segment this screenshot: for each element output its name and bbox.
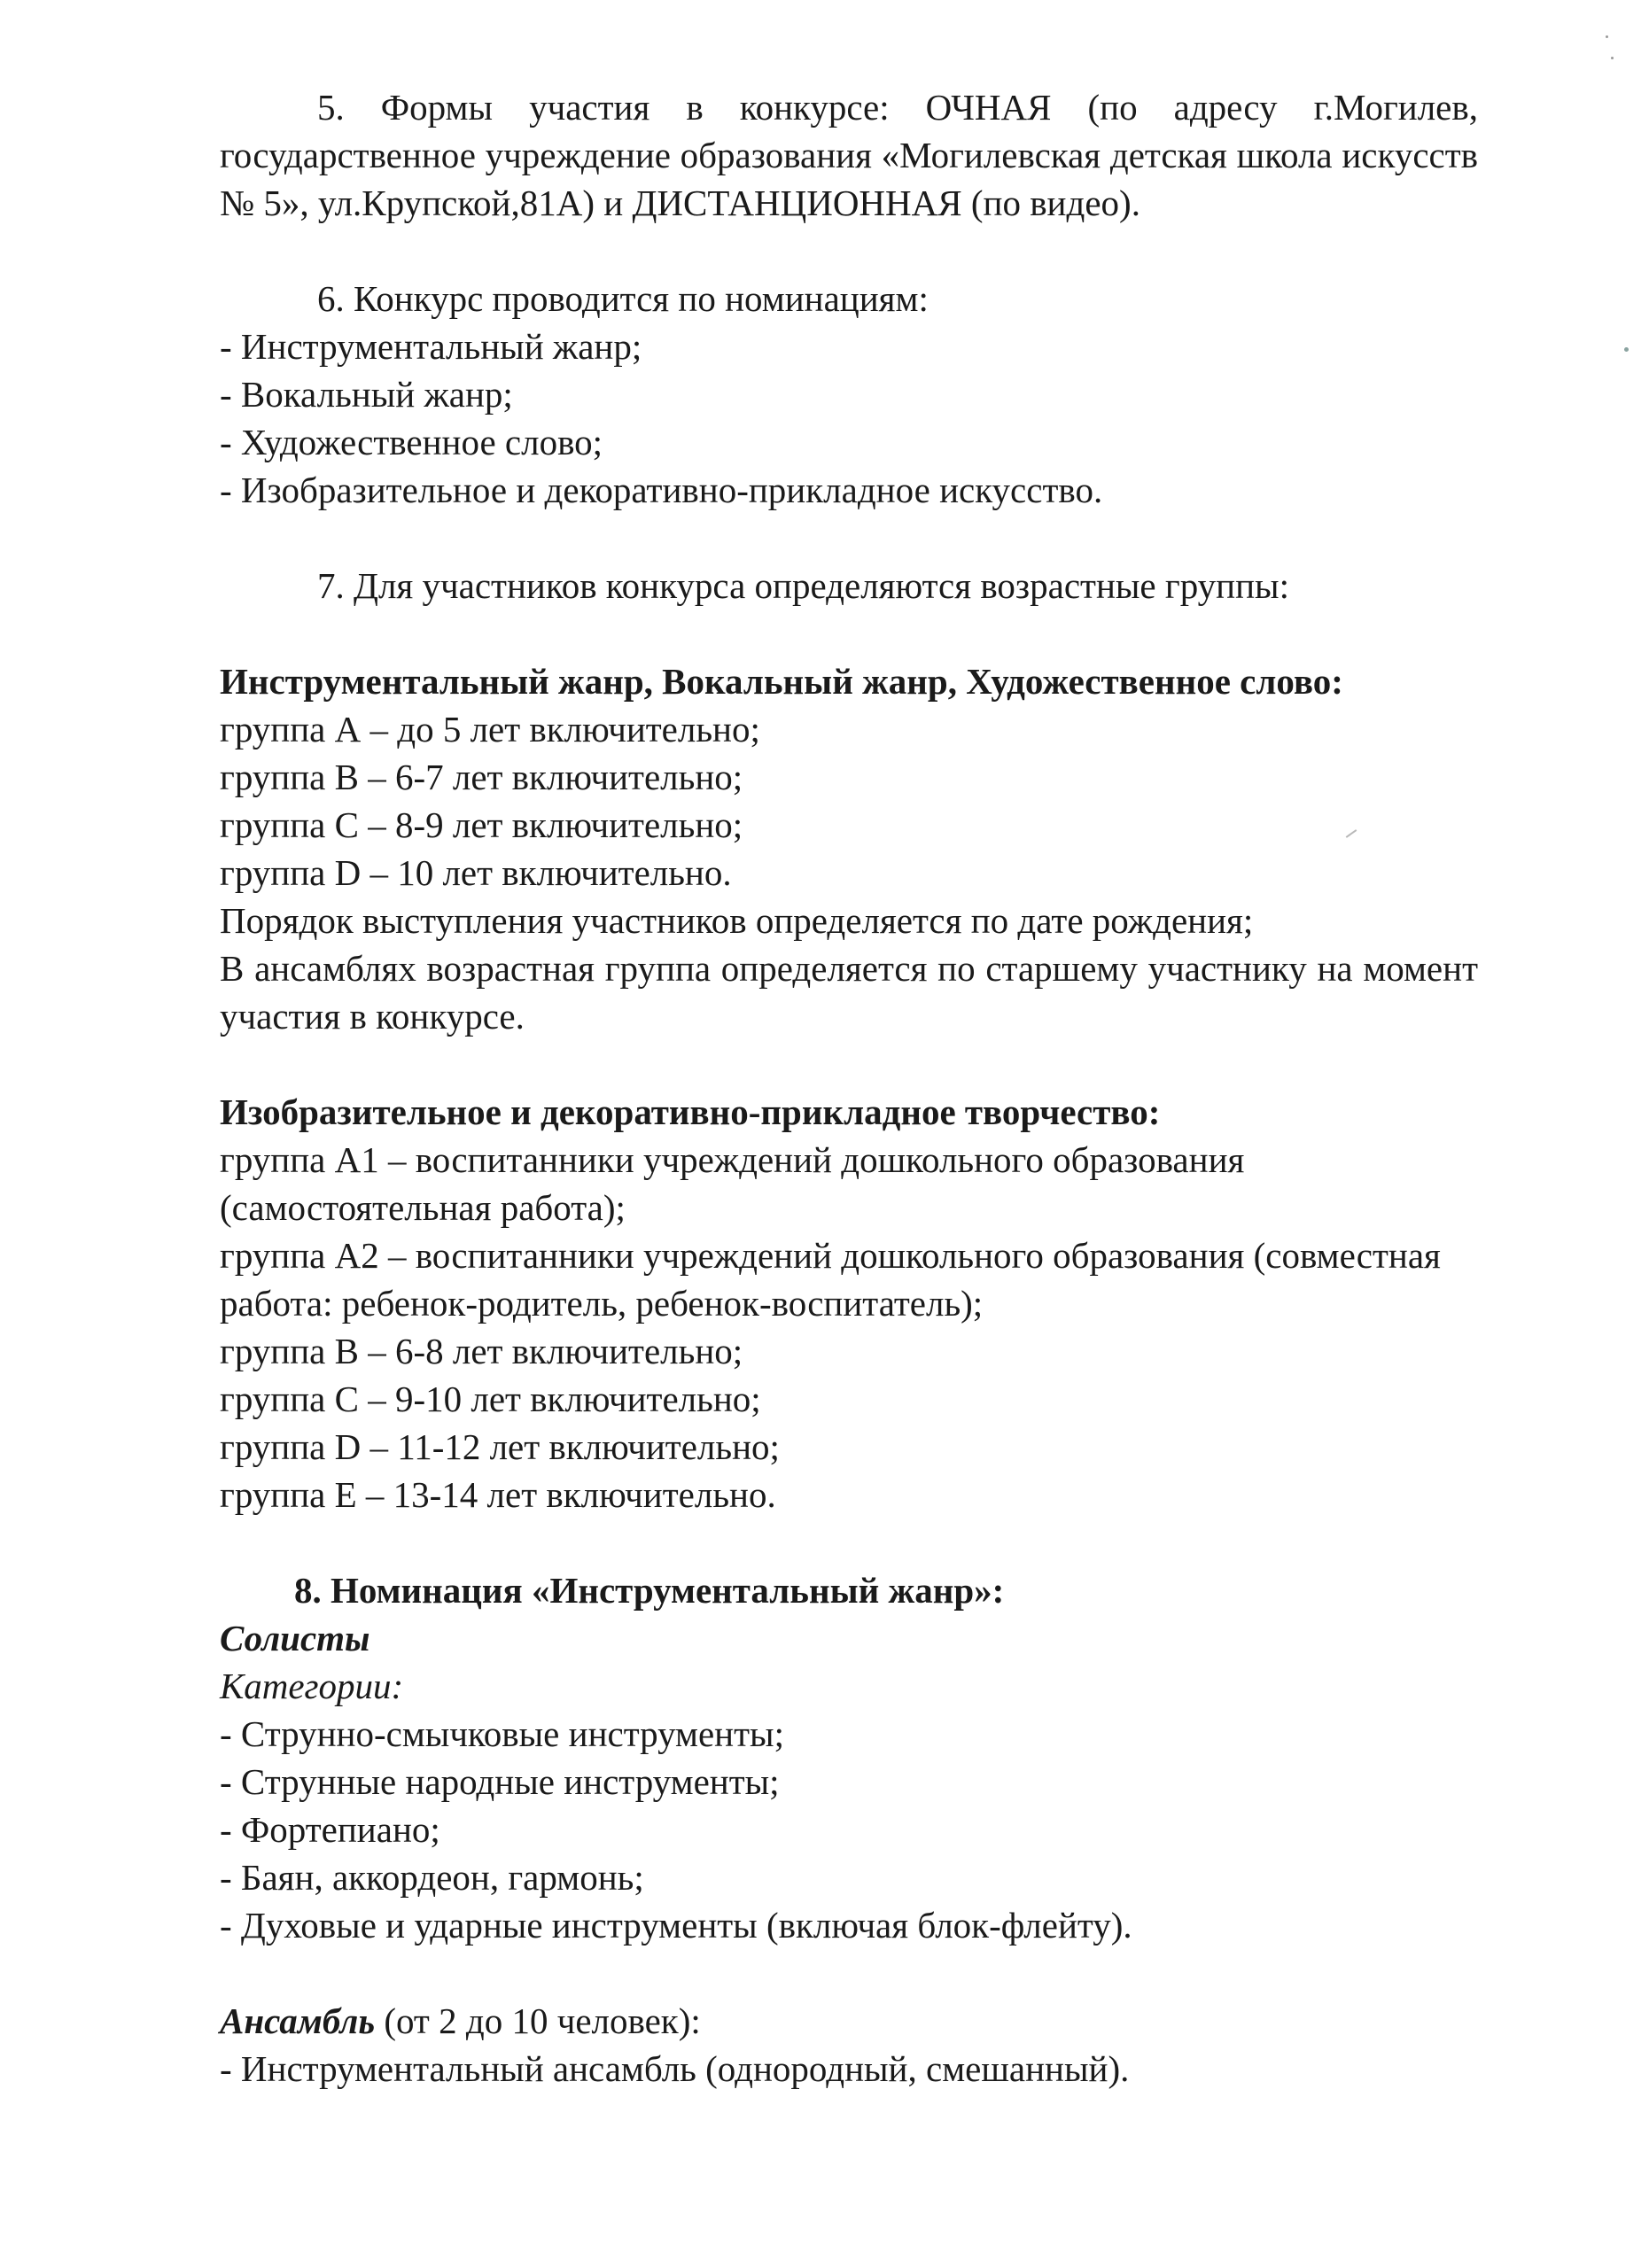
list-item: группа D – 10 лет включительно.: [220, 852, 732, 893]
nominations-list: [220, 322, 1478, 514]
soloists-label: Солисты: [220, 1618, 370, 1658]
list-item: группа А – до 5 лет включительно;: [220, 709, 760, 750]
age-groups-title: Инструментальный жанр, Вокальный жанр, Художественное слово:: [220, 661, 1343, 702]
scan-speck: [1606, 35, 1608, 38]
scan-speck: [1624, 347, 1629, 352]
list-item: группа D – 11-12 лет включительно;: [220, 1426, 780, 1467]
categories-label: Категории:: [220, 1666, 404, 1706]
list-item: группа Е – 13-14 лет включительно.: [220, 1474, 776, 1515]
list-item: - Струнно-смычковые инструменты;: [220, 1713, 784, 1754]
list-item: - Духовые и ударные инструменты (включая блок-флейту).: [220, 1905, 1132, 1946]
list-item: - Фортепиано;: [220, 1809, 440, 1850]
list-item: - Вокальный жанр;: [220, 374, 513, 415]
list-item: группа С – 9-10 лет включительно;: [220, 1379, 761, 1419]
ensemble-note: В ансамблях возрастная группа определяется по старшему участнику на момент участия в конкурсе.: [220, 948, 1478, 1037]
list-item: - Баян, аккордеон, гармонь;: [220, 1857, 644, 1898]
document-body: [220, 83, 1478, 2093]
list-item: - Струнные народные инструменты;: [220, 1761, 780, 1802]
list-item: - Инструментальный жанр;: [220, 326, 642, 367]
ensemble-line: [220, 1997, 1478, 2045]
list-item: группа В – 6-7 лет включительно;: [220, 757, 743, 797]
list-item: группа А1 – воспитанники учреждений дошкольного образования (самостоятельная работа);: [220, 1139, 1245, 1228]
section-6-heading: 6. Конкурс проводится по номинациям:: [317, 278, 929, 319]
section-7-heading: 7. Для участников конкурса определяются возрастные группы:: [317, 565, 1289, 606]
age-groups-title: Изобразительное и декоративно-прикладное творчество:: [220, 1091, 1161, 1132]
age-groups-performing: [220, 657, 1478, 1040]
age-groups-visual-arts: [220, 1088, 1478, 1518]
list-item: группа В – 6-8 лет включительно;: [220, 1331, 743, 1371]
list-item: группа А2 – воспитанники учреждений дошкольного образования (совместная работа: ребенок-родитель, ребенок-воспитатель);: [220, 1235, 1441, 1324]
section-8: [220, 1566, 1478, 2093]
ensemble-size: (от 2 до 10 человек):: [375, 2000, 701, 2041]
section-8-heading: 8. Номинация «Инструментальный жанр»:: [294, 1570, 1005, 1611]
list-item: - Инструментальный ансамбль (однородный, смешанный).: [220, 2048, 1130, 2089]
order-note: Порядок выступления участников определяется по дате рождения;: [220, 900, 1254, 941]
list-item: группа С – 8-9 лет включительно;: [220, 804, 743, 845]
ensemble-label: Ансамбль: [220, 2000, 376, 2041]
scan-speck: [1611, 57, 1614, 59]
list-item: - Художественное слово;: [220, 422, 603, 462]
list-item: - Изобразительное и декоративно-прикладное искусство.: [220, 470, 1103, 510]
section-5-paragraph: 5. Формы участия в конкурсе: ОЧНАЯ (по адресу г.Могилев, государственное учреждение образования «Могилевская детская школа искусств № 5», ул.Крупской,81А) и ДИСТАНЦИОННАЯ (по видео).: [220, 87, 1478, 223]
